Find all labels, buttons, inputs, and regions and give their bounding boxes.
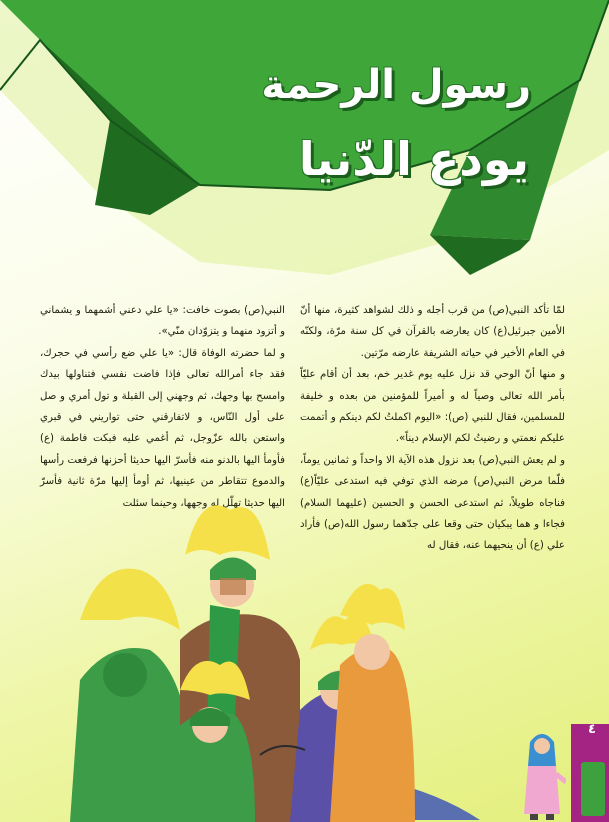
page-title-line-1: رسول الرحمة — [261, 62, 531, 108]
article-column-left — [40, 300, 285, 514]
page-number: ٤ — [588, 722, 596, 737]
magazine-logo — [581, 762, 605, 816]
article-paragraph: و لم يعش النبي(ص) بعد نزول هذه الآية الا واحداً و ثمانين يوماً، فلّما مرض النبي(ص) مرضه الذي توفي فيه استدعى عليّاً(ع) فناجاه طويلاً، ثم استدعى الحسن و الحسين (عليهما السلام) فجاءا و هما يبكيان حتى وقعا على جدّهما رسول الله(ص) فأراد علي (ع) أن ينحيهما عنه، فقال له — [300, 454, 565, 552]
article-paragraph: و لما حضرته الوفاة قال: «يا علي ضع رأسي في حجرك، فقد جاء أمرالله تعالى فإذا فاضت نفسي فتناولها بيدك وامسح بها وجهك، ثم وجهني إلى القبلة و تول أمري و صل على أول النّاس، و لاتفارقني حتى تواريني في قبري واستعن بالله عزّوجل، ثم أغمي عليه فبكت فاطمة (ع) فأومأ اليها بالدنو منه فأسرّ اليها حديثا أحزنها فرفعت رأسها والدموع تتقاطر من عينيها، ثم أومأ إليها مرّة ثانية فأسرّ اليها حديثا تهلّل له وجهها، وحينما سئلت — [40, 347, 285, 509]
article-paragraph: لمّا تأكد النبي(ص) من قرب أجله و ذلك لشواهد كثيرة، منها أنّ الأمين جبرئيل(ع) كان يعارضه بالقرآن في كل سنة مرّة، ولكنّه في العام الأخير في حياته الشريفة عارضه مرّتين. — [300, 305, 565, 359]
article-paragraph: النبي(ص) بصوت خافت: «يا علي دعني أشمهما و يشماني و أتزود منهما و يتزوّدان منّي». — [40, 305, 285, 338]
mourning-scene-illustration — [60, 500, 560, 822]
article-paragraph: و منها أنّ الوحي قد نزل عليه يوم غدير خم، بعد أن أقام عليّاً بأمر الله تعالى وصياً له و أميراً للمؤمنين من بعده و خليفة للمسلمين، فقال للنبي (ص): «اليوم اكملتُ لكم دينكم و أتممت عليكم نعمتي و رضيتُ لكم الإسلام ديناً». — [300, 369, 565, 445]
girl-mascot-illustration — [520, 726, 566, 822]
page-title-line-2: يودع الدّنيا — [298, 132, 529, 186]
